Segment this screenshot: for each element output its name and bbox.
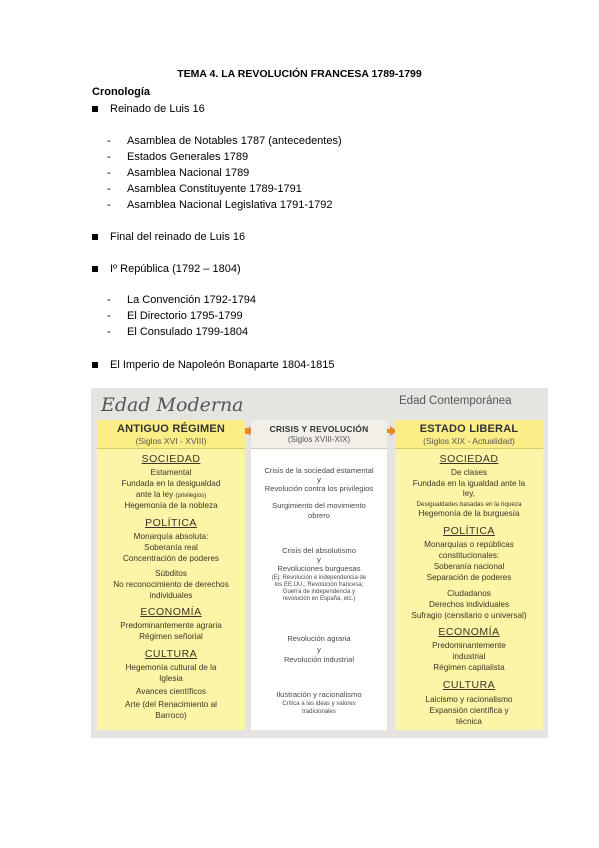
dash-marker: - — [107, 326, 111, 338]
text-line: y — [317, 475, 321, 484]
text-line: Sufragio (censitario o universal) — [411, 611, 527, 620]
text-line: técnica — [456, 717, 482, 726]
text-line: Estamental — [150, 468, 192, 477]
text-line: De clases — [451, 468, 487, 477]
text-line: Expansión científica y — [429, 706, 509, 715]
column-title: CRISIS Y REVOLUCIÓN — [269, 424, 369, 434]
dash-marker: - — [107, 199, 111, 211]
text-line: Desigualdades basadas en la riqueza — [416, 501, 522, 508]
text-line: Ciudadanos — [447, 589, 491, 598]
dash-marker: - — [107, 151, 111, 163]
text-line: constitucionales: — [438, 551, 500, 560]
bullet-text: Reinado de Luis 16 — [110, 103, 205, 115]
text-part: (privilegios) — [175, 493, 207, 499]
list-item — [107, 310, 243, 322]
text-line: Monarquía absoluta: — [133, 532, 209, 541]
column-antiguo-regimen — [97, 420, 245, 730]
text-line: Predominantemente — [432, 641, 506, 650]
text-line: industrial — [452, 652, 486, 661]
text-line: Crisis del absolutismo — [282, 546, 356, 555]
text-line: Régimen capitalista — [433, 663, 505, 672]
text-line: y — [317, 645, 321, 654]
list-item-text: Asamblea Nacional Legislativa 1791-1792 — [127, 199, 333, 211]
square-bullet-icon — [92, 362, 98, 368]
text-line: Crisis de la sociedad estamental — [264, 466, 374, 475]
list-item-text: Estados Generales 1789 — [127, 151, 249, 163]
list-item — [107, 199, 332, 211]
text-line: Ilustración y racionalismo — [276, 690, 362, 699]
text-line: Hegemonía de la nobleza — [124, 501, 218, 510]
section-heading: POLÍTICA — [443, 525, 495, 537]
text-line: Fundada en la igualdad ante la — [412, 479, 526, 488]
text-line: Arte (del Renacimiento al — [125, 700, 217, 709]
section-heading: POLÍTICA — [145, 517, 197, 529]
text-line: Surgimiento del movimiento — [272, 501, 366, 510]
list-item — [107, 167, 249, 179]
section-heading: CULTURA — [144, 648, 198, 660]
text-line: Concentración de poderes — [122, 554, 220, 563]
column-header — [395, 420, 543, 449]
text-line: Derechos individuales — [428, 600, 510, 609]
text-line: Súbditos — [155, 569, 187, 578]
text-line: Barroco) — [155, 711, 187, 720]
list-item-text: Asamblea Nacional 1789 — [127, 167, 250, 179]
text-line: tradicionales — [302, 709, 336, 715]
bullet-item — [92, 263, 241, 275]
era-label-contemporary: Edad Contemporánea — [399, 395, 512, 407]
text-line: Crítica a las ideas y valores — [282, 701, 356, 707]
list-item-text: Asamblea Constituyente 1789-1791 — [127, 183, 302, 195]
text-line: Revoluciones burguesas — [277, 564, 361, 573]
bullet-item — [92, 359, 334, 371]
text-line: No reconocimiento de derechos — [113, 580, 229, 589]
list-item-text: El Directorio 1795-1799 — [127, 310, 243, 322]
text-line: Hegemonía de la burguesía — [418, 509, 520, 518]
era-comparison-infographic — [91, 388, 548, 738]
text-line: Soberanía nacional — [433, 562, 505, 571]
text-line: Predominantemente agraria — [120, 621, 222, 630]
list-item — [107, 183, 302, 195]
section-heading: ECONOMÍA — [438, 626, 500, 638]
column-subtitle: (Siglos XIX - Actualidad) — [423, 436, 515, 446]
text-line: Revolución industrial — [283, 655, 355, 664]
column-subtitle: (Siglos XVI - XVIII) — [135, 436, 207, 446]
text-line: Soberanía real — [144, 543, 198, 552]
text-line: ley, — [462, 489, 476, 498]
column-title: ANTIGUO RÉGIMEN — [116, 423, 226, 435]
list-item — [107, 151, 248, 163]
text-line: Revolución agraria — [287, 634, 351, 643]
dash-marker: - — [107, 135, 111, 147]
section-heading: SOCIEDAD — [439, 453, 499, 465]
list-item — [107, 135, 342, 147]
text-line: y — [317, 555, 321, 564]
text-line: Guerra de independencia y — [282, 589, 356, 595]
text-line: Iglesia — [159, 674, 183, 683]
text-line — [99, 490, 243, 501]
text-line: individuales — [149, 591, 193, 600]
bullet-text: Final del reinado de Luis 16 — [110, 231, 246, 243]
text-line: Régimen señorial — [139, 632, 203, 641]
column-title: ESTADO LIBERAL — [419, 423, 519, 435]
square-bullet-icon — [92, 234, 98, 240]
text-line: (Ej: Revolución e independencia de — [271, 575, 367, 581]
section-heading: CULTURA — [442, 679, 496, 691]
text-line: obrero — [308, 511, 330, 520]
bullet-item — [92, 103, 205, 115]
column-crisis-revolucion — [251, 420, 387, 730]
square-bullet-icon — [92, 266, 98, 272]
text-line: Separación de poderes — [426, 573, 512, 582]
square-bullet-icon — [92, 106, 98, 112]
dash-marker: - — [107, 183, 111, 195]
bullet-text: El Imperio de Napoleón Bonaparte 1804-1815 — [110, 359, 335, 371]
dash-marker: - — [107, 310, 111, 322]
section-heading: Cronología — [92, 86, 151, 98]
dash-marker: - — [107, 167, 111, 179]
text-part: ante la ley — [135, 490, 174, 499]
dash-marker: - — [107, 294, 111, 306]
bullet-item — [92, 231, 245, 243]
section-heading: SOCIEDAD — [141, 453, 201, 465]
text-line: Avances científicos — [136, 687, 206, 696]
text-line: los EE.UU.; Revolución francesa; — [274, 582, 364, 588]
document-title: TEMA 4. LA REVOLUCIÓN FRANCESA 1789-1799 — [177, 68, 422, 80]
text-line: Monarquías o repúblicas — [424, 540, 514, 549]
list-item — [107, 326, 248, 338]
column-header — [97, 420, 245, 449]
text-line: Hegemonía cultural de la — [125, 663, 217, 672]
list-item — [107, 294, 256, 306]
column-subtitle: (Siglos XVIII-XIX) — [287, 435, 351, 444]
text-line: revolución en España, etc.) — [282, 596, 356, 602]
list-item-text: El Consulado 1799-1804 — [127, 326, 249, 338]
column-header — [251, 420, 387, 449]
column-estado-liberal — [395, 420, 543, 730]
list-item-text: La Convención 1792-1794 — [127, 294, 257, 306]
text-line: Revolución contra los privilegios — [264, 484, 374, 493]
section-heading: ECONOMÍA — [140, 606, 202, 618]
era-label-modern: Edad Moderna — [101, 394, 244, 416]
list-item-text: Asamblea de Notables 1787 (antecedentes) — [127, 135, 342, 147]
text-line: Laicismo y racionalismo — [425, 695, 513, 704]
text-line: Fundada en la desigualdad — [121, 479, 221, 488]
bullet-text: Iº República (1792 – 1804) — [110, 263, 241, 275]
